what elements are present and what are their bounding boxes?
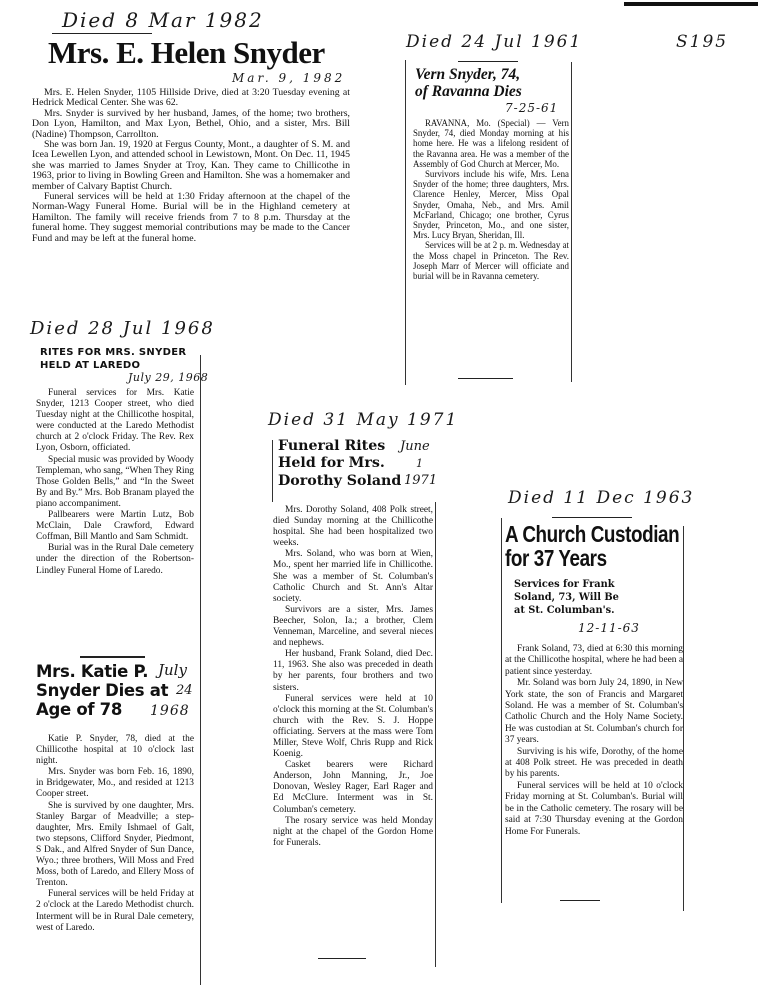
obituary-paragraph: Funeral services were held at 10 o'clock this morning at the St. Columban's church with the Rev. S. J. Hoppe officiating. Servers at the mass were Tom Miller, Steve Wolf, Chris Rupp and Rick Koenig. <box>273 693 433 760</box>
obituary-headline <box>40 346 186 372</box>
obituary-paragraph: Funeral services will be held at 1:30 Friday afternoon at the chapel of the Norman-Wagy Funeral Home. Burial will be in the Highland cemetery at Hamilton. The family will receive friends from 7 to 8 p.m. Thursday at the funeral home. They suggest memorial contributions may be made to the Cancer Fund and may be left at the funeral home. <box>32 191 350 244</box>
handwritten-date-month: July <box>158 661 187 679</box>
obituary-paragraph: The rosary service was held Monday night at the chapel of the Gordon Home for Funerals. <box>273 815 433 848</box>
headline-line: A Church Custodian <box>505 521 680 547</box>
handwritten-death-date: Died 28 Jul 1968 <box>30 318 215 339</box>
obituary-paragraph: Burial was in the Rural Dale cemetery under the direction of the Robertson-Lindley Funeral Home of Laredo. <box>36 543 194 576</box>
obituary-paragraph: Special music was provided by Woody Templeman, who sang, “When They Ring Those Golden Bells,” and “In the Sweet By and By.” Mrs. Bob Branam played the piano accompaniment. <box>36 454 194 509</box>
handwritten-death-date: Died 24 Jul 1961 <box>406 32 583 52</box>
obituary-body <box>32 88 350 244</box>
obituary-headline <box>278 438 401 490</box>
obituary-paragraph: Frank Soland, 73, died at 6:30 this morning at the Chillicothe hospital, where he had been a patient since yesterday. <box>505 644 683 677</box>
handwritten-page-number: S195 <box>676 32 729 52</box>
handwritten-date-month: June <box>400 439 430 454</box>
obituary-paragraph: Surviving is his wife, Dorothy, of the home at 408 Polk street. He was preceded in death by his parents. <box>505 746 683 780</box>
obituary-paragraph: Mrs. Snyder is survived by her husband, James, of the home; two brothers, Don Lyon, Hamilton, and Max Lyon, Bethel, Ohio, and a sister, Mrs. Bill (Nadine) Thompson, Carrollton. <box>32 107 350 140</box>
clipping-border <box>571 62 572 382</box>
handwritten-clipping-date: 12-11-63 <box>578 621 640 635</box>
headline-line: RITES FOR MRS. SNYDER <box>40 347 187 358</box>
clipping-rule <box>552 517 632 518</box>
clipping-border <box>200 355 201 985</box>
obituary-paragraph: Mrs. Soland, who was born at Wien, Mo., spent her married life in Chillicothe. She was a member of St. Columban's Catholic Church and St. Ann's Altar society. <box>273 549 433 604</box>
headline-line: Snyder Dies at <box>36 681 169 700</box>
obituary-paragraph: Casket bearers were Richard Anderson, John Manning, Jr., Joe Donovan, Wesley Rager, Earl Rager and Ed McClure. Interment was in St. Columban's cemetery. <box>273 760 433 815</box>
clipping-border <box>405 60 406 385</box>
handwritten-death-date: Died 8 Mar 1982 <box>62 8 264 32</box>
handwritten-clipping-date: 7-25-61 <box>505 101 559 115</box>
clipping-rule <box>52 33 152 34</box>
clipping-rule <box>560 900 600 901</box>
clipping-rule <box>318 958 366 959</box>
handwritten-date-year: 1968 <box>150 703 190 719</box>
obituary-paragraph: She was born Jan. 19, 1920 at Fergus County, Mont., a daughter of S. M. and Icea Lewellen Lyon, and attended school in Lewistown, Mont. On Dec. 11, 1945 she was married to James Snyder at Troy, Kan. They came to Chillicothe in 1963, prior to living in Bowling Green and Hamilton. She was a homemaker and member of Calvary Baptist Church. <box>32 139 350 192</box>
obituary-body <box>273 505 433 849</box>
clipping-border <box>435 502 436 967</box>
clipping-rule <box>80 656 145 658</box>
obituary-headline: Mrs. E. Helen Snyder <box>48 35 325 70</box>
obituary-paragraph: Katie P. Snyder, 78, died at the Chillicothe hospital at 10 o'clock last night. <box>36 734 194 767</box>
subheadline-line: Services for Frank <box>514 579 615 590</box>
clipping-rule <box>458 61 518 62</box>
obituary-paragraph: Mrs. Dorothy Soland, 408 Polk street, died Sunday morning at the Chillicothe hospital. She had been hospitalized two weeks. <box>273 505 433 549</box>
headline-line: Mrs. Katie P. <box>36 662 149 681</box>
clipping-border <box>683 526 684 911</box>
clipping-rule <box>458 378 513 379</box>
headline-line: Dorothy Soland <box>278 472 402 489</box>
obituary-paragraph: Funeral services for Mrs. Katie Snyder, 1213 Cooper street, who died Tuesday night at the Chillicothe hospital, were conducted at the Laredo Methodist church at 2 o'clock Friday. The Rev. Rex Lyon, Osborn, officiated. <box>36 388 194 454</box>
obituary-body <box>505 644 683 838</box>
obituary-paragraph: Mr. Soland was born July 24, 1890, in New York state, the son of Francis and Margaret Soland. He was a member of St. Columban's Catholic Church and the Holy Name Society. He was custodian at St. Columban's church for 37 years. <box>505 678 683 746</box>
handwritten-clipping-date: Mar. 9, 1982 <box>232 71 346 85</box>
obituary-paragraph: Funeral services will be held at 10 o'clock Friday morning at St. Columban's. Burial will be in the Catholic cemetery. The rosary will be said at 7:30 Thursday evening at the Gordon Home For Funerals. <box>505 780 683 837</box>
obituary-paragraph: Services will be at 2 p. m. Wednesday at the Moss chapel in Princeton. The Rev. Joseph Marr of Mercer will officiate and burial will be in Ravanna cemetery. <box>413 240 569 282</box>
handwritten-clipping-date: July 29, 1968 <box>128 371 209 384</box>
obituary-paragraph: RAVANNA, Mo. (Special) — Vern Snyder, 74, died Monday morning at his home here. He was a lifelong resident of the Ravanna area. He was a member of the Assembly of God Church at Mercer, Mo. <box>413 118 569 169</box>
headline-line: Vern Snyder, 74, <box>415 66 521 83</box>
scan-edge-bar <box>624 2 758 6</box>
handwritten-death-date: Died 11 Dec 1963 <box>508 488 695 508</box>
obituary-subheadline <box>514 578 619 617</box>
subheadline-line: Soland, 73, Will Be <box>514 592 619 603</box>
headline-line: Held for Mrs. <box>278 455 385 472</box>
obituary-headline <box>505 522 679 570</box>
obituary-paragraph: Pallbearers were Martin Lutz, Bob McClain, Dale Crawford, Edward Coffman, Bill Mantlo and Sam Schmidt. <box>36 510 194 543</box>
obituary-headline <box>415 66 522 100</box>
handwritten-date-day: 1 <box>416 457 423 470</box>
obituary-paragraph: Survivors include his wife, Mrs. Lena Snyder of the home; three daughters, Mrs. Clarence Henley, Mercer, Miss Opal Snyder, Omaha, Neb., and Mrs. Amil McFarland, Chicago; one brother, Cyrus Snyder, Princeton, Mo., and one sister, Mrs. Lucy Bryan, Sheridan, Ill. <box>413 169 569 241</box>
handwritten-date-day: 24 <box>176 683 193 698</box>
subheadline-line: at St. Columban's. <box>514 605 615 616</box>
clipping-border <box>501 518 502 903</box>
headline-line: Funeral Rites <box>278 438 386 454</box>
headline-line: for 37 Years <box>505 545 607 571</box>
obituary-body <box>413 118 569 281</box>
headline-line: of Ravanna Dies <box>415 83 522 100</box>
clipping-border <box>272 440 273 502</box>
obituary-paragraph: Mrs. E. Helen Snyder, 1105 Hillside Drive, died at 3:20 Tuesday evening at Hedrick Medical Center. She was 62. <box>32 87 350 109</box>
obituary-paragraph: Survivors are a sister, Mrs. James Beecher, Solon, Ia.; a brother, Clem Venneman, Marceline, and several nieces and nephews. <box>273 604 433 649</box>
handwritten-date-year: 1971 <box>404 473 438 488</box>
headline-line: Age of 78 <box>36 700 123 719</box>
handwritten-death-date: Died 31 May 1971 <box>268 410 459 430</box>
obituary-paragraph: Mrs. Snyder was born Feb. 16, 1890, in Bridgewater, Mo., and resided at 1213 Cooper street. <box>36 767 194 800</box>
obituary-headline <box>36 662 168 719</box>
obituary-body <box>36 734 194 934</box>
obituary-paragraph: Funeral services will be held Friday at 2 o'clock at the Laredo Methodist church. Interment will be in Rural Dale cemetery, west of Laredo. <box>36 889 194 933</box>
obituary-paragraph: She is survived by one daughter, Mrs. Stanley Bargar of Meadville; a step-daughter, Mrs. Emily Ishmael of Galt, two stepsons, Clifford Snyder, Piedmont, S Dak., and Alfred Snyder of Sun Dance, Wyo.; three brothers, Will Moss and Fred Moss, both of Laredo, and Ellery Moss of Trenton. <box>36 800 194 889</box>
obituary-paragraph: Her husband, Frank Soland, died Dec. 11, 1963. She also was preceded in death by her parents, four brothers and two sisters. <box>273 649 433 693</box>
obituary-body <box>36 388 194 577</box>
headline-line: HELD AT LAREDO <box>40 360 141 371</box>
